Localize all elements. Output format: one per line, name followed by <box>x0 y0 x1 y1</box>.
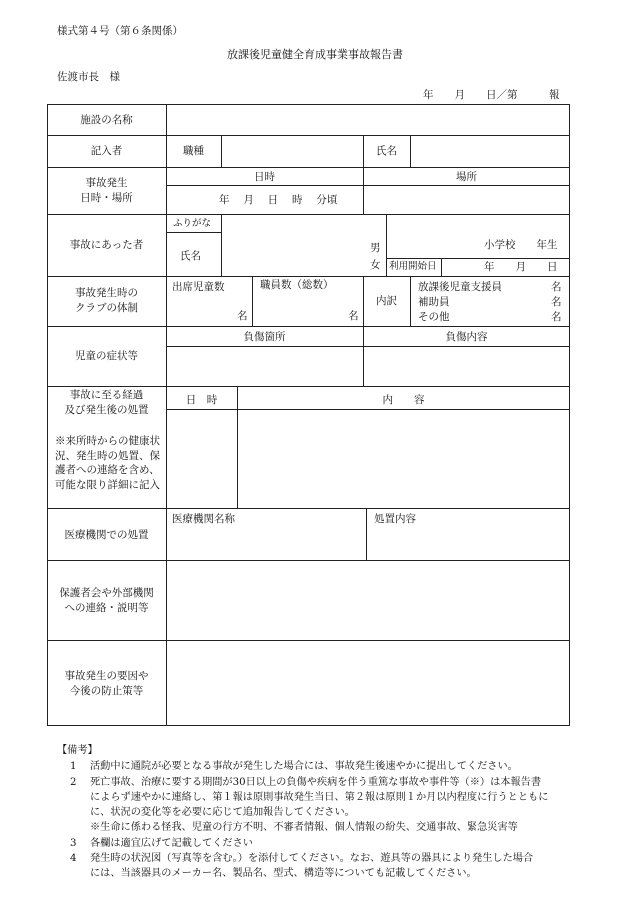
note-number-4: 4 <box>70 853 77 864</box>
form-title: 放課後児童健全育成事業事故報告書 <box>227 48 403 61</box>
club-label-1: 事故発生時の <box>75 287 138 299</box>
note-number-3: 3 <box>70 838 77 849</box>
injury-site-header: 負傷箇所 <box>243 331 286 343</box>
start-date-label: 利用開始日 <box>389 261 437 272</box>
note-text-2b: によらず速やかに連絡し、第１報は原則事故発生当日、第２報は原則１か月以内程度に行うとともに <box>90 792 549 803</box>
incident-label-1: 事故発生 <box>85 177 128 189</box>
note-text-1: 活動中に通院が必要となる事故が発生した場合には、事故発生後速やかに提出してください。 <box>90 761 518 772</box>
process-note: ※来所時からの健康状況、発生時の処置、保護者への連絡を含め、可能な限り詳細に記入 <box>55 435 160 491</box>
notes-heading: 【備考】 <box>57 745 98 756</box>
guardian-label-2: への連絡・説明等 <box>64 602 149 614</box>
staff-count-unit: 名 <box>348 310 359 322</box>
datetime-header: 日時 <box>254 171 275 183</box>
addressee: 佐渡市長 様 <box>57 71 120 83</box>
injury-detail-header: 負傷内容 <box>445 331 488 343</box>
time-column-header: 日 時 <box>185 394 218 406</box>
facility-name-label: 施設の名称 <box>80 114 133 126</box>
female-label: 女 <box>370 259 381 271</box>
victim-name-label: 氏名 <box>180 250 201 262</box>
note-text-2a: 死亡事故、治療に要する期間が30日以上の負傷や疾病を伴う重篤な事故や事件等（※）は本報告書 <box>90 777 542 788</box>
writer-name-label: 氏名 <box>376 145 397 157</box>
content-column-header: 内 容 <box>382 394 425 406</box>
treatment-label: 処置内容 <box>374 513 416 525</box>
note-text-3: 各欄は適宜広げて記載してください <box>90 838 253 849</box>
furigana-label: ふりがな <box>173 218 212 229</box>
staff-unit-3: 名 <box>551 311 562 323</box>
victim-label: 事故にあった者 <box>69 239 144 251</box>
process-label-1: 事故に至る経過 <box>69 389 144 401</box>
cause-label-2: 今後の防止策等 <box>69 685 144 697</box>
staff-type-assistant: 補助員 <box>418 296 450 308</box>
note-text-2c: に、状況の変化等を必要に応じて追加報告してください。 <box>90 807 355 818</box>
writer-label: 記入者 <box>90 145 123 157</box>
staff-type-other: その他 <box>418 311 450 323</box>
form-number: 様式第４号（第６条関係） <box>57 25 183 37</box>
note-number-2: 2 <box>70 777 77 788</box>
children-count-unit: 名 <box>237 310 248 322</box>
male-label: 男 <box>370 242 381 254</box>
medical-institution-label: 医療機関名称 <box>172 513 235 525</box>
note-text-4b: には、当該器具のメーカー名、製品名、型式、構造等についても記載してください。 <box>90 868 477 879</box>
guardian-label-1: 保護者会や外部機関 <box>59 587 154 599</box>
place-header: 場所 <box>456 171 477 183</box>
symptoms-label: 児童の症状等 <box>75 350 138 362</box>
start-date-format: 年 月 日 <box>484 261 558 273</box>
process-label-2: 及び発生後の処置 <box>64 404 149 416</box>
staff-unit-1: 名 <box>551 281 562 293</box>
staff-type-supporter: 放課後児童支援員 <box>418 281 502 293</box>
note-number-1: 1 <box>70 761 77 772</box>
staff-count-label: 職員数（総数） <box>260 279 334 291</box>
note-text-4a: 発生時の状況図（写真等を含む。）を添付してください。なお、遊具等の器具により発生した場合 <box>90 853 534 864</box>
medical-label: 医療機関での処置 <box>64 529 149 541</box>
datetime-format: 年 月 日 時 分頃 <box>219 194 338 206</box>
club-label-2: クラブの体制 <box>75 302 138 314</box>
report-date-line: 年 月 日／第 報 <box>423 89 560 101</box>
note-text-2d: ※生命に係わる怪我、児童の行方不明、不審者情報、個人情報の紛失、交通事故、緊急災害等 <box>90 822 518 833</box>
children-count-label: 出席児童数 <box>172 281 225 293</box>
breakdown-label: 内訳 <box>376 295 397 307</box>
staff-unit-2: 名 <box>551 296 562 308</box>
incident-label-2: 日時・場所 <box>80 192 133 204</box>
cause-label-1: 事故発生の要因や <box>64 670 149 682</box>
school-grade-label: 小学校 年生 <box>484 239 558 251</box>
job-type-label: 職種 <box>183 145 204 157</box>
